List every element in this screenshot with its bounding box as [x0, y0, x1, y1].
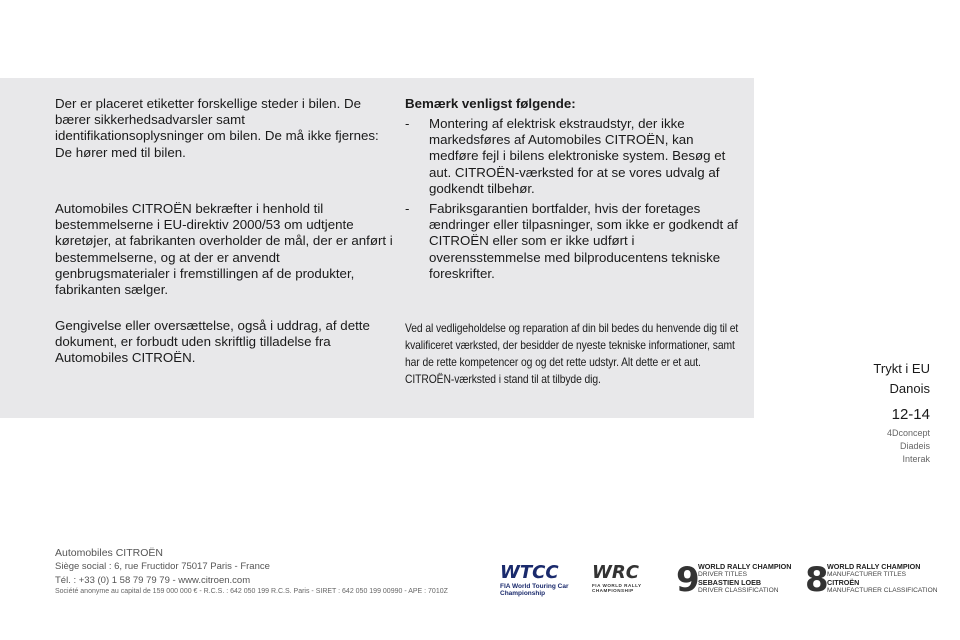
copyright-paragraph: Gengivelse eller oversættelse, også i uddrag, af dette dokument, er forbudt uden skriftlig tilladelse fra Automobiles CITROËN.	[55, 318, 370, 366]
wtcc-wordmark: WTCC	[500, 562, 559, 583]
footer-address: Siège social : 6, rue Fructidor 75017 Paris - France	[55, 561, 270, 572]
wtcc-logo	[500, 562, 580, 602]
wtcc-line2: Championship	[500, 590, 546, 597]
eu-directive-paragraph: Automobiles CITROËN bekræfter i henhold til bestemmelserne i EU-direktiv 2000/53 om udtjente køretøjer, at fabrikanten overholder de mål, der er anført i bestemmelserne, og at der er anvendt genbrugsmaterialer i fremstillingen af de produkter, fabrikanten sælger.	[55, 201, 393, 298]
driver-line2: DRIVER TITLES	[698, 571, 747, 578]
notice-title: Bemærk venligst følgende:	[405, 96, 576, 111]
printed-in: Trykt i EU	[873, 361, 930, 376]
credit-line: Diadeis	[899, 441, 930, 451]
wrc-driver-titles-logo	[676, 562, 798, 602]
footer-legal: Société anonyme au capital de 159 000 000 € - R.C.S. : 642 050 199 R.C.S. Paris - SIRET : 642 050 199 00990 - APE : 7010Z	[55, 588, 448, 595]
driver-line1: WORLD RALLY CHAMPION	[698, 562, 792, 571]
footer-company: Automobiles CITROËN	[55, 547, 163, 559]
wtcc-line1: FIA World Touring Car	[500, 583, 569, 590]
manufacturer-titles-number: 8	[805, 560, 829, 600]
credit-line: 4Dconcept	[886, 428, 930, 438]
wrc-sub: FIA WORLD RALLY CHAMPIONSHIP	[592, 583, 642, 593]
bullet-marker: -	[405, 201, 410, 216]
labels-paragraph: Der er placeret etiketter forskellige steder i bilen. De bærer sikkerhedsadvarsler samt identifikationsoplysninger om bilen. De må ikke fjernes: De hører med til bilen.	[55, 96, 379, 160]
bullet-text: Montering af elektrisk ekstraudstyr, der ikke markedsføres af Automobiles CITROËN, kan medføre fejl i bilens elektroniske system. Besøg et aut. CITROËN-værksted for at se vores udvalg af godkendt tilbehør.	[429, 116, 726, 196]
manufacturer-line2: MANUFACTURER TITLES	[827, 571, 907, 578]
manufacturer-line1: WORLD RALLY CHAMPION	[827, 562, 921, 571]
wrc-logo	[592, 562, 666, 602]
page-number: 12-14	[891, 406, 930, 423]
bullet-item	[405, 116, 745, 197]
wrc-manufacturer-titles-logo	[805, 560, 938, 602]
bullet-marker: -	[405, 116, 410, 131]
bullet-text: Fabriksgarantien bortfalder, hvis der foretages ændringer eller tilpasninger, som ikke er godkendt af CITROËN eller som er ikke udført i overensstemmelse med bilproducentens tekniske foreskrifter.	[429, 201, 738, 281]
language-label: Danois	[889, 381, 930, 396]
wrc-wordmark: WRC	[592, 562, 639, 583]
manufacturer-line4: MANUFACTURER CLASSIFICATION	[827, 587, 938, 594]
driver-titles-number: 9	[676, 560, 700, 600]
bullet-item	[405, 201, 745, 282]
footer-contact: Tél. : +33 (0) 1 58 79 79 79 - www.citroen.com	[55, 575, 251, 586]
manufacturer-line3: CITROËN	[827, 578, 860, 587]
driver-line4: DRIVER CLASSIFICATION	[698, 587, 779, 594]
credit-line: Interak	[902, 454, 930, 464]
driver-line3: SEBASTIEN LOEB	[698, 578, 762, 587]
maintenance-note: Ved al vedligeholdelse og reparation af din bil bedes du henvende dig til et kvalificeret værksted, der besidder de nyeste tekniske informationer, samt har de rette kompetencer og og det rette udstyr. Alt dette er et aut. CITROËN-værksted i stand til at tilbyde dig.	[405, 321, 739, 386]
